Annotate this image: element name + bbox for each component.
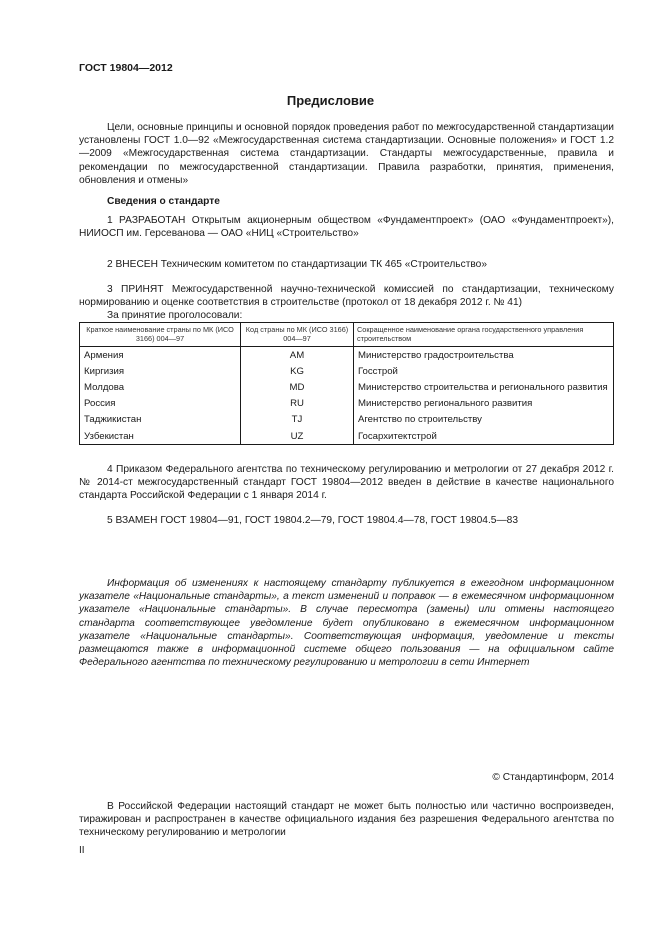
document-header: ГОСТ 19804—2012: [79, 62, 173, 74]
table-row: [80, 396, 614, 412]
table-row: [80, 412, 614, 428]
table-cell-country: Армения: [80, 347, 241, 364]
table-cell-country: Молдова: [80, 379, 241, 395]
table-cell-authority: Госстрой: [354, 363, 614, 379]
table-cell-country: Таджикистан: [80, 412, 241, 428]
preface-intro: Цели, основные принципы и основной порядок проведения работ по межгосударственной стандартизации установлены ГОСТ 1.0—92 «Межгосударственная система стандартизации. Основные положения» и ГОСТ 1.2—2009 «Межгосударственная система стандартизации. Стандарты межгосударственные, правила и рекомендации по межгосударственной стандартизации. Правила разработки, принятия, применения, обновления и отмены»: [79, 122, 614, 186]
table-cell-code: KG: [241, 363, 354, 379]
table-header-country: Краткое наименование страны по МК (ИСО 3166) 004—97: [80, 323, 241, 347]
table-cell-country: Узбекистан: [80, 428, 241, 445]
table-cell-authority: Агентство по строительству: [354, 412, 614, 428]
table-header-row: [80, 323, 614, 347]
table-cell-country: Россия: [80, 396, 241, 412]
table-cell-country: Киргизия: [80, 363, 241, 379]
page-number: II: [79, 845, 85, 856]
table-row: [80, 379, 614, 395]
item-developed: 1 РАЗРАБОТАН Открытым акционерным обществом «Фундаментпроект» (ОАО «Фундаментпроект»), НИИОСП им. Герсеванова — ОАО «НИЦ «Строительство»: [79, 215, 614, 240]
copyright: © Стандартинформ, 2014: [492, 772, 614, 783]
table-header-code: Код страны по МК (ИСО 3166) 004—97: [241, 323, 354, 347]
table-cell-code: AM: [241, 347, 354, 364]
item-replaced: 5 ВЗАМЕН ГОСТ 19804—91, ГОСТ 19804.2—79, ГОСТ 19804.4—78, ГОСТ 19804.5—83: [107, 515, 518, 526]
table-cell-code: UZ: [241, 428, 354, 445]
table-header-authority: Сокращенное наименование органа государственного управления строительством: [354, 323, 614, 347]
legal-note: В Российской Федерации настоящий стандарт не может быть полностью или частично воспроизведен, тиражирован и распространен в качестве официального издания без разрешения Федерального агентства по техническому регулированию и метрологии: [79, 801, 614, 839]
item-introduced: 2 ВНЕСЕН Техническим комитетом по стандартизации ТК 465 «Строительство»: [107, 259, 487, 270]
item-enacted: 4 Приказом Федерального агентства по техническому регулированию и метрологии от 27 декабря 2012 г. № 2014-ст межгосударственный стандарт ГОСТ 19804—2012 введен в действие в качестве национального стандарта Российской Федерации с 1 января 2014 г.: [79, 464, 614, 502]
table-cell-authority: Госархитектстрой: [354, 428, 614, 445]
section-title: Сведения о стандарте: [107, 196, 220, 207]
changes-info-note: Информация об изменениях к настоящему стандарту публикуется в ежегодном информационном указателе «Национальные стандарты», а текст изменений и поправок — в ежемесячном информационном указателе «Национальные стандарты». В случае пересмотра (замены) или отмены настоящего стандарта соответствующее уведомление будет опубликовано в ежемесячном информационном указателе «Национальные стандарты». Соответствующая информация, уведомление и тексты размещаются также в информационной системе общего пользования — на официальном сайте Федерального агентства по техническому регулированию и метрологии в сети Интернет: [79, 578, 614, 669]
table-cell-authority: Министерство строительства и регионального развития: [354, 379, 614, 395]
item-adopted: 3 ПРИНЯТ Межгосударственной научно-технической комиссией по стандартизации, техническому нормированию и оценке соответствия в строительстве (протокол от 18 декабря 2012 г. № 41): [79, 284, 614, 309]
table-cell-code: TJ: [241, 412, 354, 428]
voting-table: [79, 322, 614, 445]
table-cell-authority: Министерство регионального развития: [354, 396, 614, 412]
table-row: [80, 363, 614, 379]
table-cell-code: RU: [241, 396, 354, 412]
table-row: [80, 347, 614, 364]
table-row: [80, 428, 614, 445]
table-cell-authority: Министерство градостроительства: [354, 347, 614, 364]
table-cell-code: MD: [241, 379, 354, 395]
vote-label: За принятие проголосовали:: [107, 310, 243, 321]
preface-title: Предисловие: [286, 93, 375, 108]
